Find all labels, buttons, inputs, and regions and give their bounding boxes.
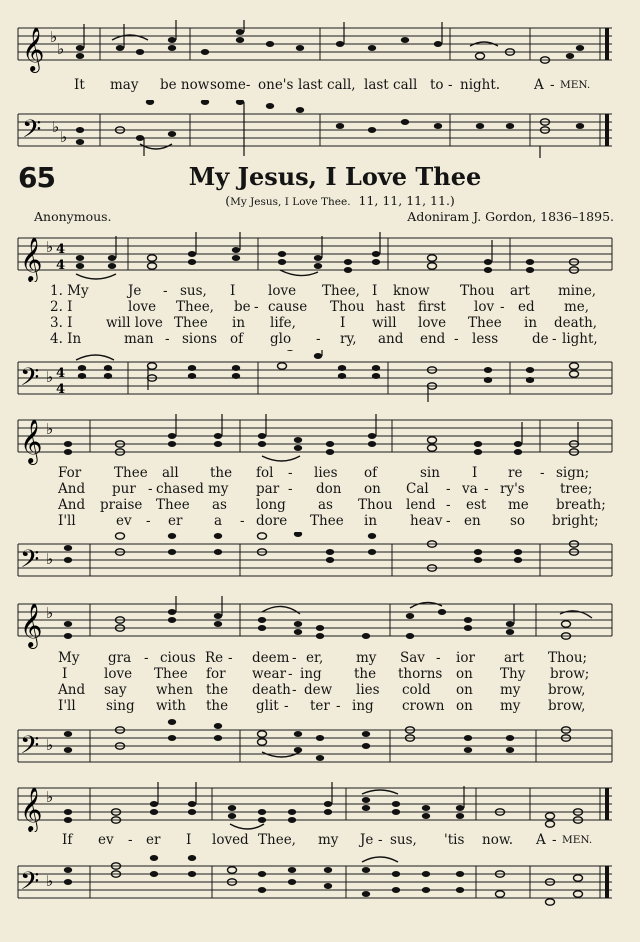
lyric-syllable: breath; — [556, 497, 606, 513]
system2-verse3 — [0, 497, 640, 513]
system1-verse1 — [0, 283, 640, 299]
lyric-syllable: 1. My — [50, 283, 89, 299]
lyric-syllable: love — [104, 666, 133, 682]
svg-text:♭: ♭ — [60, 128, 68, 146]
lyric-syllable: de — [532, 331, 549, 347]
lyric-syllable: re — [508, 465, 523, 481]
svg-text:♭: ♭ — [46, 238, 54, 256]
lyric-syllable: life, — [270, 315, 296, 331]
lyric-syllable: - — [165, 331, 170, 347]
music-credit: Adoniram J. Gordon, 1836–1895. — [407, 209, 614, 224]
svg-text:𝄞: 𝄞 — [20, 419, 43, 463]
lyric-syllable: of — [364, 465, 378, 481]
lyric-syllable: ter — [310, 698, 330, 714]
lyric-syllable: last call, — [298, 77, 356, 93]
system2-verse2 — [0, 481, 640, 497]
svg-text:♭: ♭ — [57, 40, 65, 58]
lyric-syllable: end — [420, 331, 446, 347]
lyric-syllable: Thee — [154, 666, 188, 682]
lyric-syllable: sin — [420, 465, 440, 481]
lyric-syllable: - — [500, 299, 505, 315]
system3-bass-staff — [0, 716, 640, 768]
lyric-syllable: - — [144, 650, 149, 666]
lyric-syllable: a — [214, 513, 223, 529]
svg-text:♭: ♭ — [46, 872, 54, 890]
lyric-syllable: And — [58, 497, 86, 513]
lyric-syllable: brow, — [548, 682, 586, 698]
lyric-syllable: ev — [98, 832, 114, 848]
lyric-syllable: light, — [562, 331, 598, 347]
svg-text:4: 4 — [56, 366, 66, 381]
lyric-syllable: And — [58, 682, 86, 698]
lyric-syllable: thorns — [398, 666, 443, 682]
lyric-syllable: I — [186, 832, 192, 848]
lyric-syllable: lov — [474, 299, 495, 315]
lyric-syllable: Re — [205, 650, 224, 666]
lyric-syllable: ing — [352, 698, 374, 714]
lyric-syllable: love — [418, 315, 447, 331]
lyric-syllable: - — [550, 77, 555, 93]
svg-text:♭: ♭ — [52, 118, 60, 136]
lyric-syllable: night. — [460, 77, 501, 93]
system3-verse4 — [0, 698, 640, 714]
lyric-syllable: Thee — [174, 315, 208, 331]
lyric-syllable: - — [163, 283, 168, 299]
prev-hymn-lyrics — [0, 77, 640, 93]
lyric-syllable: the — [210, 465, 233, 481]
lyric-syllable: Thee — [310, 513, 344, 529]
lyric-syllable: love — [268, 283, 297, 299]
svg-text:𝄞: 𝄞 — [20, 237, 43, 281]
svg-text:𝄞: 𝄞 — [20, 603, 43, 647]
lyric-syllable: For — [58, 465, 82, 481]
lyric-syllable: wear — [252, 666, 287, 682]
lyric-syllable: Thou — [330, 299, 365, 315]
lyric-syllable: A — [534, 77, 544, 93]
lyric-syllable: - — [378, 832, 383, 848]
lyric-syllable: 2. I — [50, 299, 73, 315]
lyric-syllable: praise — [100, 497, 143, 513]
lyric-syllable: one's — [258, 77, 294, 93]
lyric-syllable: sions — [182, 331, 217, 347]
lyric-syllable: - — [552, 331, 557, 347]
lyric-syllable: par — [256, 481, 280, 497]
system2-treble-staff — [0, 410, 640, 466]
lyric-syllable: er, — [306, 650, 324, 666]
lyric-syllable: 4. In — [50, 331, 82, 347]
lyric-syllable: Cal — [406, 481, 429, 497]
lyric-syllable: MEN. — [560, 79, 591, 91]
lyric-syllable: Thee, — [176, 299, 214, 315]
lyric-syllable: first — [418, 299, 446, 315]
lyric-syllable: glo — [270, 331, 292, 347]
lyric-syllable: and — [378, 331, 404, 347]
system2-verse4 — [0, 513, 640, 529]
lyric-syllable: sing — [106, 698, 135, 714]
lyric-syllable: I — [230, 283, 236, 299]
lyric-syllable: - — [288, 481, 293, 497]
lyric-syllable: - — [146, 513, 151, 529]
lyric-syllable: last call — [364, 77, 418, 93]
lyric-syllable: er — [146, 832, 161, 848]
lyric-syllable: - — [292, 682, 297, 698]
lyric-syllable: - — [240, 513, 245, 529]
lyric-syllable: Thee — [468, 315, 502, 331]
lyric-syllable: for — [206, 666, 226, 682]
lyric-syllable: art — [510, 283, 530, 299]
lyric-syllable: on — [456, 698, 473, 714]
lyric-syllable: on — [456, 682, 473, 698]
system2-verse1 — [0, 465, 640, 481]
lyric-syllable: Je — [360, 832, 374, 848]
lyric-syllable: know — [393, 283, 430, 299]
lyric-syllable: of — [230, 331, 244, 347]
lyric-syllable: - — [316, 331, 321, 347]
lyric-syllable: - — [288, 666, 293, 682]
svg-text:♭: ♭ — [46, 420, 54, 438]
lyric-syllable: mine, — [558, 283, 597, 299]
lyric-syllable: Thou; — [548, 650, 588, 666]
lyric-syllable: - — [288, 465, 293, 481]
lyric-syllable: va — [462, 481, 478, 497]
lyric-syllable: say — [104, 682, 127, 698]
lyric-syllable: sign; — [556, 465, 590, 481]
lyric-syllable: And — [58, 481, 86, 497]
hymn-title: My Jesus, I Love Thee — [188, 162, 482, 191]
lyric-syllable: with — [156, 698, 186, 714]
lyric-syllable: I'll — [58, 698, 76, 714]
lyric-syllable: sus, — [390, 832, 417, 848]
lyric-syllable: ry, — [340, 331, 357, 347]
lyric-syllable: lies — [314, 465, 338, 481]
svg-text:♭: ♭ — [46, 604, 54, 622]
lyric-syllable: - — [448, 77, 453, 93]
lyric-syllable: me, — [564, 299, 590, 315]
lyric-syllable: cious — [160, 650, 196, 666]
lyric-syllable: hast — [376, 299, 406, 315]
lyric-syllable: MEN. — [562, 834, 593, 846]
lyric-syllable: in — [364, 513, 378, 529]
lyric-syllable: - — [446, 481, 451, 497]
lyric-syllable: I'll — [58, 513, 76, 529]
lyric-syllable: sus, — [180, 283, 207, 299]
lyric-syllable: Thou — [460, 283, 495, 299]
lyric-syllable: me — [508, 497, 529, 513]
lyric-syllable: the — [206, 682, 229, 698]
lyric-syllable: less — [472, 331, 499, 347]
svg-text:𝄞: 𝄞 — [22, 27, 45, 71]
prev-hymn-treble-staff — [0, 20, 640, 78]
lyric-syllable: glit — [256, 698, 279, 714]
system4-treble-staff — [0, 778, 640, 832]
system3-verse3 — [0, 682, 640, 698]
lyric-syllable: It — [74, 77, 85, 93]
lyric-syllable: on — [456, 666, 473, 682]
lyric-syllable: - — [552, 832, 557, 848]
lyric-syllable: My — [58, 650, 80, 666]
lyric-syllable: long — [256, 497, 286, 513]
system3-verse1 — [0, 650, 640, 666]
system3-treble-staff — [0, 596, 640, 650]
lyric-syllable: in — [524, 315, 538, 331]
lyric-syllable: ev — [116, 513, 132, 529]
lyric-syllable: ior — [456, 650, 475, 666]
lyric-syllable: - — [336, 698, 341, 714]
lyric-syllable: chased — [156, 481, 204, 497]
lyric-syllable: - — [148, 481, 153, 497]
lyric-syllable: Thee — [114, 465, 148, 481]
lyric-syllable: my — [208, 481, 229, 497]
lyric-syllable: I — [472, 465, 478, 481]
lyric-syllable: may — [110, 77, 139, 93]
lyric-syllable: pur — [112, 481, 136, 497]
lyric-syllable: death — [252, 682, 291, 698]
svg-text:𝄞: 𝄞 — [20, 787, 43, 831]
svg-text:4: 4 — [56, 242, 66, 257]
lyric-syllable: 3. I — [50, 315, 73, 331]
system1-verse4 — [0, 331, 640, 347]
lyric-syllable: - — [540, 465, 545, 481]
lyric-syllable: as — [318, 497, 333, 513]
tune-line: (My Jesus, I Love Thee. 11, 11, 11, 11.) — [225, 193, 455, 208]
lyric-syllable: I — [340, 315, 346, 331]
lyric-syllable: I — [62, 666, 68, 682]
lyric-syllable: art — [504, 650, 524, 666]
lyric-syllable: dew — [304, 682, 333, 698]
lyric-syllable: est — [466, 497, 487, 513]
lyric-syllable: will love — [106, 315, 163, 331]
svg-text:♭: ♭ — [46, 788, 54, 806]
lyric-syllable: en — [464, 513, 481, 529]
lyric-syllable: now. — [482, 832, 514, 848]
system1-bass-staff — [0, 350, 640, 402]
svg-text:𝄢: 𝄢 — [20, 363, 40, 398]
lyric-syllable: brow; — [550, 666, 590, 682]
lyric-syllable: ed — [518, 299, 535, 315]
system4-verse1 — [0, 832, 640, 848]
svg-text:𝄢: 𝄢 — [22, 115, 42, 150]
lyric-syllable: brow, — [548, 698, 586, 714]
lyric-syllable: cause — [268, 299, 308, 315]
lyric-syllable: gra — [108, 650, 132, 666]
svg-text:4: 4 — [56, 382, 66, 397]
lyric-syllable: Je — [128, 283, 142, 299]
lyric-syllable: 'tis — [444, 832, 465, 848]
system4-bass-staff — [0, 852, 640, 914]
lyric-syllable: - — [228, 650, 233, 666]
meter: 11, 11, 11, 11. — [358, 193, 450, 208]
lyric-syllable: - — [454, 331, 459, 347]
system1-treble-staff — [0, 232, 640, 282]
lyric-syllable: I — [372, 283, 378, 299]
lyric-syllable: crown — [402, 698, 445, 714]
hymn-number: 65 — [18, 161, 55, 194]
lyric-syllable: the — [354, 666, 377, 682]
tune-name: My Jesus, I Love Thee. — [230, 196, 351, 208]
lyric-syllable: so — [510, 513, 526, 529]
lyric-syllable: - — [446, 497, 451, 513]
lyric-syllable: If — [62, 832, 73, 848]
lyric-syllable: Thee, — [258, 832, 296, 848]
lyric-syllable: my — [500, 682, 521, 698]
lyric-syllable: tree; — [560, 481, 593, 497]
lyric-syllable: - — [128, 832, 133, 848]
lyric-syllable: Thy — [500, 666, 526, 682]
lyric-syllable: - — [284, 698, 289, 714]
svg-text:♭: ♭ — [46, 736, 54, 754]
lyric-syllable: - — [484, 481, 489, 497]
lyric-syllable: ing — [300, 666, 322, 682]
system3-verse2 — [0, 666, 640, 682]
prev-hymn-bass-staff — [0, 100, 640, 160]
lyric-syllable: some- — [210, 77, 251, 93]
lyric-syllable: my — [318, 832, 339, 848]
lyric-syllable: lies — [356, 682, 380, 698]
lyric-syllable: my — [500, 698, 521, 714]
lyric-syllable: be now — [160, 77, 210, 93]
lyric-syllable: - — [436, 650, 441, 666]
lyric-syllable: deem — [252, 650, 290, 666]
lyric-syllable: dore — [256, 513, 288, 529]
svg-text:𝄢: 𝄢 — [20, 731, 40, 766]
lyric-syllable: - — [446, 513, 451, 529]
lyric-syllable: Thee, — [322, 283, 360, 299]
lyric-syllable: death, — [554, 315, 598, 331]
lyric-syllable: cold — [402, 682, 431, 698]
lyric-syllable: as — [212, 497, 227, 513]
lyric-syllable: ry's — [500, 481, 525, 497]
lyric-syllable: be — [234, 299, 251, 315]
lyric-syllable: the — [206, 698, 229, 714]
svg-text:4: 4 — [56, 258, 66, 273]
lyric-syllable: Sav — [400, 650, 425, 666]
svg-text:𝄢: 𝄢 — [20, 545, 40, 580]
lyric-syllable: - — [292, 650, 297, 666]
lyric-syllable: to — [430, 77, 444, 93]
lyric-syllable: fol — [256, 465, 274, 481]
svg-text:𝄢: 𝄢 — [20, 867, 40, 902]
lyric-syllable: love — [128, 299, 157, 315]
words-credit: Anonymous. — [34, 209, 112, 224]
system1-verse2 — [0, 299, 640, 315]
lyric-syllable: my — [356, 650, 377, 666]
lyric-syllable: lend — [406, 497, 436, 513]
lyric-syllable: A — [536, 832, 546, 848]
lyric-syllable: will — [372, 315, 397, 331]
system1-verse3 — [0, 315, 640, 331]
system2-bass-staff — [0, 532, 640, 584]
svg-text:♭: ♭ — [46, 550, 54, 568]
lyric-syllable: heav — [410, 513, 443, 529]
lyric-syllable: - — [254, 299, 259, 315]
lyric-syllable: loved — [212, 832, 249, 848]
svg-text:♭: ♭ — [50, 28, 58, 46]
lyric-syllable: when — [156, 682, 193, 698]
lyric-syllable: don — [316, 481, 342, 497]
lyric-syllable: Thou — [358, 497, 393, 513]
lyric-syllable: bright; — [552, 513, 599, 529]
lyric-syllable: in — [232, 315, 246, 331]
lyric-syllable: Thee — [156, 497, 190, 513]
lyric-syllable: all — [162, 465, 179, 481]
lyric-syllable: er — [168, 513, 183, 529]
svg-text:♭: ♭ — [46, 368, 54, 386]
lyric-syllable: man — [124, 331, 154, 347]
lyric-syllable: on — [364, 481, 381, 497]
